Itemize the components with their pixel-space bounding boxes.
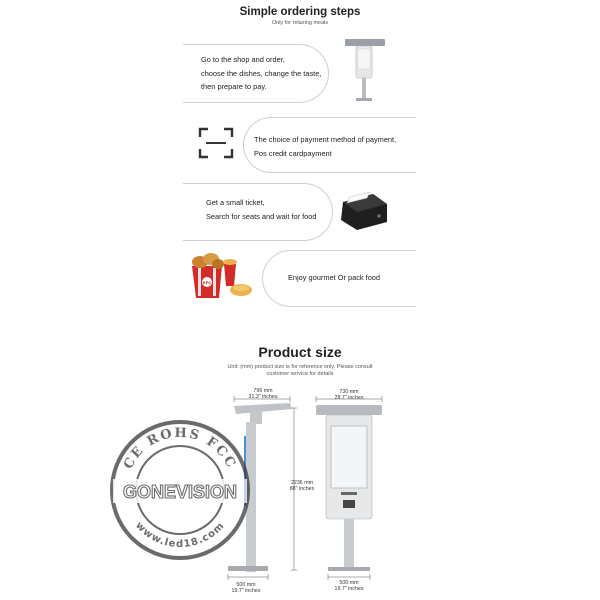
step-1-line-1: Go to the shop and order, (201, 55, 285, 64)
front-base (328, 567, 370, 571)
front-card-reader (343, 500, 355, 508)
side-base-dimension-line (228, 574, 268, 580)
front-top-width-in: 28.7" inches (334, 395, 364, 401)
step-1-line-2: choose the dishes, change the taste, (201, 68, 322, 78)
steps-title: Simple ordering steps (239, 6, 361, 18)
front-base-width-in: 19.7" inches (334, 586, 364, 592)
front-base-dimension-line (328, 574, 370, 580)
steps-subtitle: Only for relaxing meals (271, 20, 329, 26)
side-height-dimension-line (291, 408, 297, 570)
product-size-note-line-2: customer service for details (266, 370, 334, 377)
scan-frame-icon (196, 125, 236, 161)
step-4-line-1: Enjoy gourmet Or pack food (288, 273, 381, 282)
step-3-line-1: Get a small ticket, (206, 198, 265, 207)
side-top-width-in: 31.3" inches (248, 394, 278, 400)
front-top-dimension-line (316, 396, 382, 402)
front-top-width-mm: 730 mm (339, 389, 359, 395)
step-3-text (206, 196, 336, 223)
watermark-logo-text: GONEVISION (122, 482, 238, 502)
side-top-width-mm: 796 mm (253, 388, 273, 394)
front-column (344, 519, 354, 567)
front-printer-slot (341, 492, 357, 495)
product-size-note-line-1: Unit: (mm) product size is for reference only. Please consult (227, 364, 373, 370)
step-2-text (254, 133, 414, 160)
kiosk-photo-icon (340, 36, 390, 106)
watermark-ring-bottom: www.led18.com (133, 520, 227, 551)
kiosk-front-view-drawing (310, 396, 390, 586)
side-base-width-in: 19.7" inches (231, 588, 261, 594)
step-3-line-2: Search for seats and wait for food (206, 211, 317, 221)
watermark-stamp (105, 415, 255, 565)
side-canopy (234, 403, 292, 414)
side-top-dimension-line (234, 396, 290, 402)
step-2-line-1: The choice of payment method of payment, (254, 135, 397, 144)
side-height-mm: 2236 mm (290, 480, 314, 486)
receipt-printer-icon (333, 186, 391, 234)
side-base-width-mm: 500 mm (236, 582, 256, 588)
step-2-line-2: Pos credit cardpayment (254, 148, 332, 158)
step-1-line-3: then prepare to pay. (201, 82, 267, 91)
watermark-ring-top: CE ROHS FCC (120, 425, 240, 472)
product-size-title: Product size (258, 344, 342, 360)
bucket-text: KFC (202, 280, 212, 285)
front-screen (331, 426, 367, 488)
side-height-in: 88" inches (289, 486, 315, 492)
step-4-text (288, 271, 413, 285)
product-size-note (0, 364, 600, 377)
step-1-text (201, 53, 341, 94)
side-base (228, 566, 268, 571)
front-base-width-mm: 500 mm (339, 580, 359, 586)
fried-chicken-bucket-icon (186, 246, 256, 304)
front-canopy (316, 405, 382, 415)
